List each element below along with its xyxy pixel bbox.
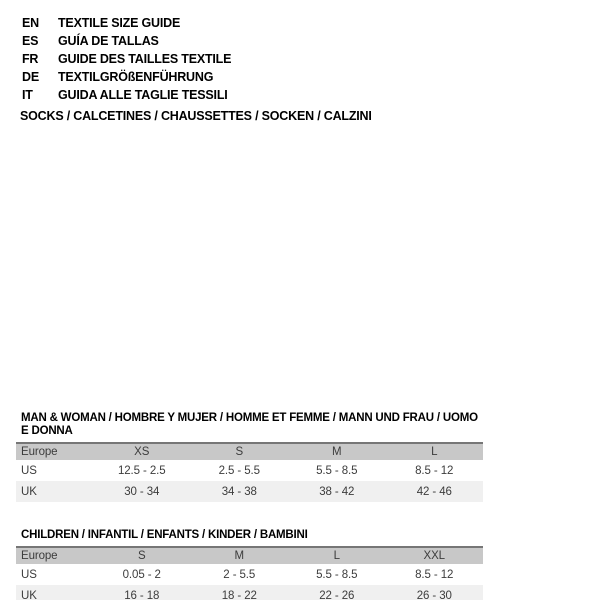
row-region: US xyxy=(21,464,37,477)
language-row-en xyxy=(22,14,231,32)
language-row-de xyxy=(22,68,231,86)
table-row xyxy=(16,481,483,502)
language-code: EN xyxy=(22,16,39,30)
language-label: GUÍA DE TALLAS xyxy=(58,34,159,48)
column-header-size: L xyxy=(431,446,438,458)
row-region: UK xyxy=(21,485,37,498)
size-range-cell: 18 - 22 xyxy=(221,589,257,600)
table-header-row xyxy=(16,442,483,460)
size-table xyxy=(16,529,483,600)
language-code: FR xyxy=(22,52,39,66)
size-range-cell: 26 - 30 xyxy=(416,589,452,600)
column-header-size: S xyxy=(235,446,244,458)
language-label: TEXTILGRÖßENFÜHRUNG xyxy=(58,70,214,84)
language-label: GUIDE DES TAILLES TEXTILE xyxy=(58,52,232,66)
size-range-cell: 8.5 - 12 xyxy=(415,568,454,581)
language-code: IT xyxy=(22,88,33,102)
language-code: ES xyxy=(22,34,39,48)
size-range-cell: 8.5 - 12 xyxy=(415,464,454,477)
language-code: DE xyxy=(22,70,39,84)
column-header-region: Europe xyxy=(21,446,58,458)
table-title: CHILDREN / INFANTIL / ENFANTS / KINDER / BAMBINI xyxy=(21,529,308,541)
size-table-grid xyxy=(16,546,483,600)
language-list xyxy=(22,14,231,104)
table-row xyxy=(16,460,483,481)
table-row xyxy=(16,585,483,600)
size-range-cell: 12.5 - 2.5 xyxy=(117,464,166,477)
size-range-cell: 38 - 42 xyxy=(319,485,355,498)
column-header-size: S xyxy=(137,550,146,562)
row-region: US xyxy=(21,568,37,581)
size-range-cell: 16 - 18 xyxy=(124,589,160,600)
column-header-size: L xyxy=(333,550,340,562)
size-range-cell: 0.05 - 2 xyxy=(122,568,161,581)
table-header-row xyxy=(16,546,483,564)
socks-icon xyxy=(398,5,578,185)
size-range-cell: 42 - 46 xyxy=(416,485,452,498)
row-region: UK xyxy=(21,589,37,600)
size-range-cell: 2.5 - 5.5 xyxy=(218,464,260,477)
size-tables xyxy=(16,412,483,600)
language-row-es xyxy=(22,32,231,50)
language-row-it xyxy=(22,86,231,104)
size-range-cell: 22 - 26 xyxy=(319,589,355,600)
column-header-region: Europe xyxy=(21,550,58,562)
size-table xyxy=(16,412,483,502)
column-header-size: XS xyxy=(134,446,150,458)
language-row-fr xyxy=(22,50,231,68)
size-range-cell: 5.5 - 8.5 xyxy=(316,568,358,581)
column-header-size: XXL xyxy=(423,550,445,562)
size-range-cell: 5.5 - 8.5 xyxy=(316,464,358,477)
size-range-cell: 30 - 34 xyxy=(124,485,160,498)
column-header-size: M xyxy=(332,446,342,458)
language-label: GUIDA ALLE TAGLIE TESSILI xyxy=(58,88,228,102)
column-header-size: M xyxy=(234,550,244,562)
table-title: MAN & WOMAN / HOMBRE Y MUJER / HOMME ET FEMME / MANN UND FRAU / UOMO E DONNA xyxy=(21,412,478,437)
size-range-cell: 2 - 5.5 xyxy=(223,568,256,581)
size-range-cell: 34 - 38 xyxy=(221,485,257,498)
category-title: SOCKS / CALCETINES / CHAUSSETTES / SOCKEN / CALZINI xyxy=(20,109,372,123)
language-label: TEXTILE SIZE GUIDE xyxy=(58,16,181,30)
size-table-grid xyxy=(16,442,483,502)
table-row xyxy=(16,564,483,585)
